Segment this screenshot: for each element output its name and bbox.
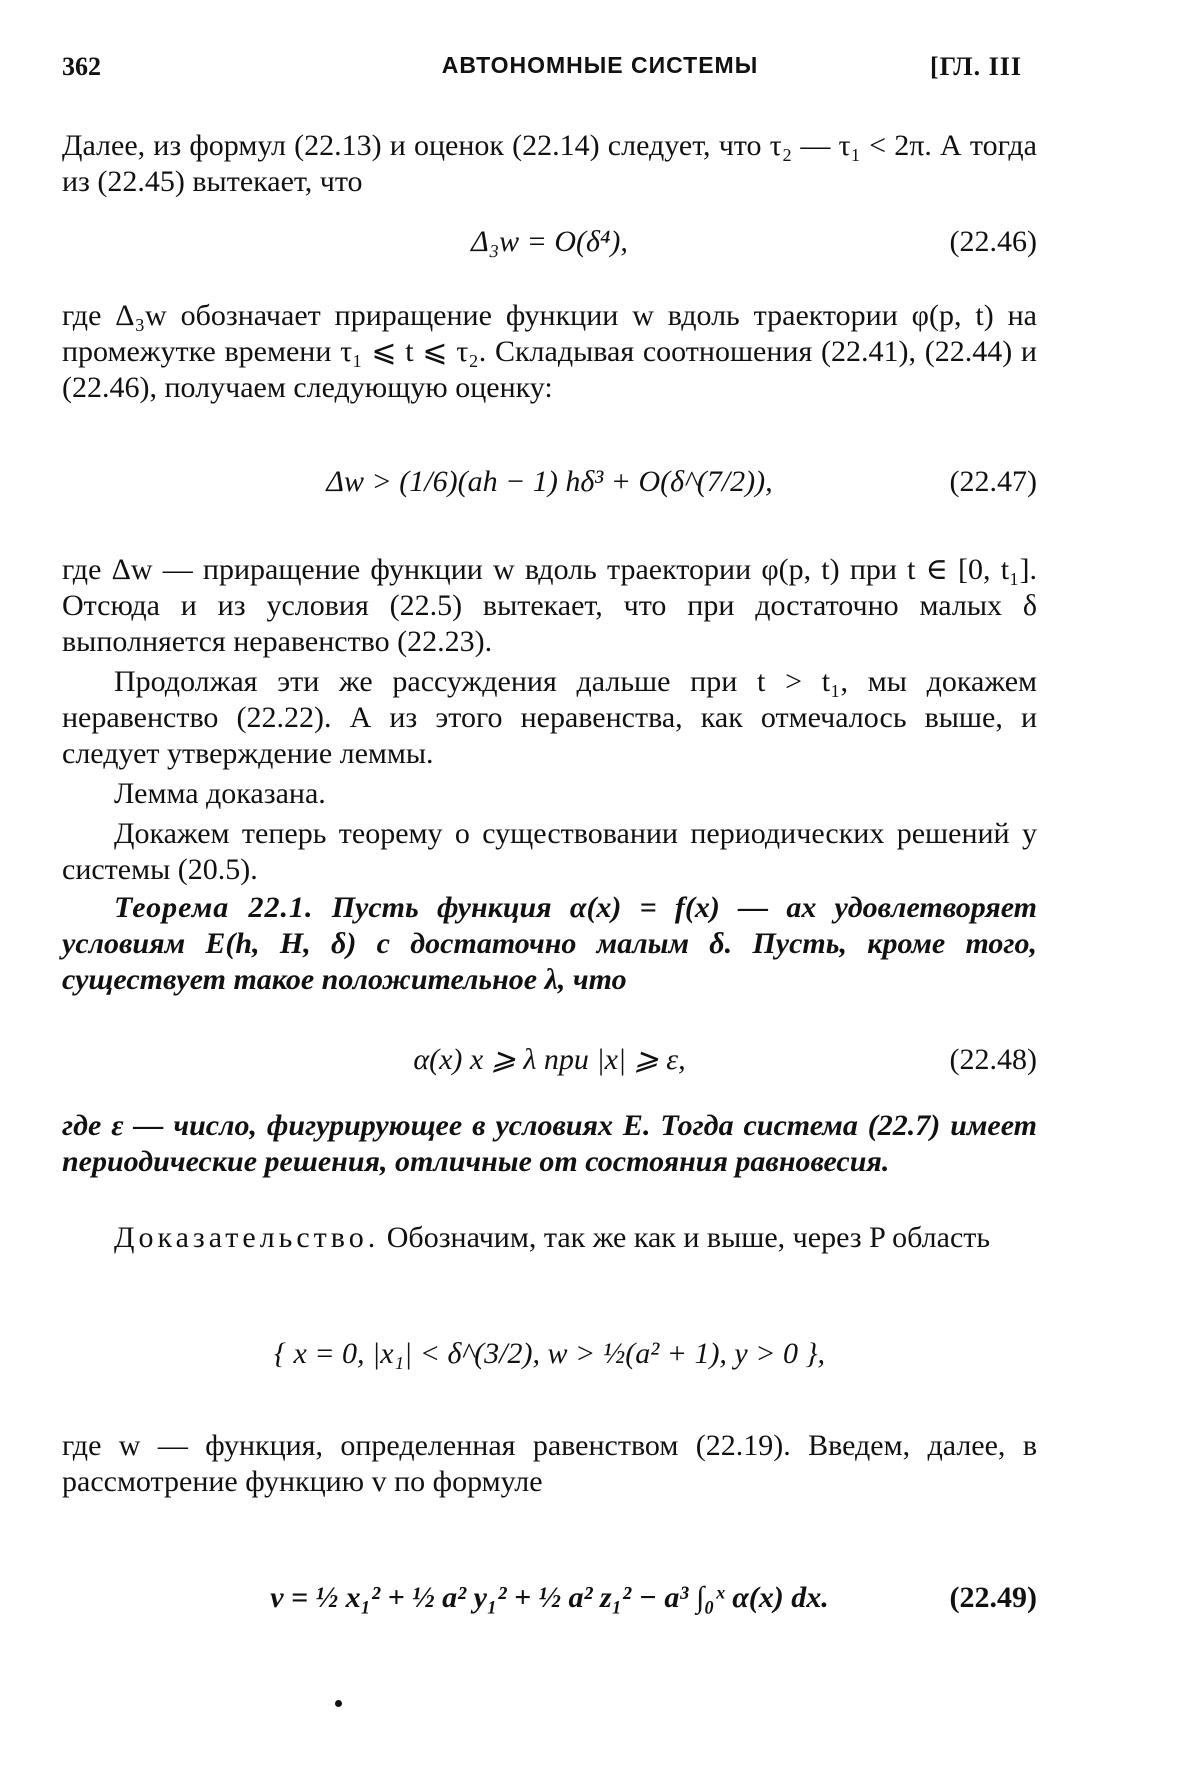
paragraph-1: Далее, из формул (22.13) и оценок (22.14) следует, что τ₂ — τ₁ < 2π. А тогда из (22.45) вытекает, что xyxy=(62,129,1037,198)
theorem-22-1 xyxy=(62,890,1037,998)
print-mark xyxy=(335,1700,342,1707)
running-title: АВТОНОМНЫЕ СИСТЕМЫ xyxy=(441,52,759,78)
proof-label: Доказательство. xyxy=(114,1221,380,1254)
equation-formula: v = ½ x₁² + ½ a² y₁² + ½ a² z₁² − a³ ∫₀ˣ α(x) dx. xyxy=(270,1581,829,1614)
paragraph-after-set: где w — функция, определенная равенством (22.19). Введем, далее, в рассмотрение функцию v по формуле xyxy=(62,1429,1037,1498)
equation-number: (22.46) xyxy=(949,225,1037,258)
equation-formula: α(x) x ⩾ λ при |x| ⩾ ε, xyxy=(413,1043,686,1076)
paragraph-3: где Δw — приращение функции w вдоль траектории φ(p, t) при t ∈ [0, t₁]. Отсюда и из условия (22.5) вытекает, что при достаточно малых δ выполняется неравенство (22.23). xyxy=(62,553,1037,658)
proof-text: Обозначим, так же как и выше, через P область xyxy=(386,1221,991,1254)
paragraph-4: Продолжая эти же рассуждения дальше при t > t₁, мы докажем неравенство (22.22). А из этого неравенства, как отмечалось выше, и следует утверждение леммы. xyxy=(62,665,1037,770)
theorem-label: Теорема 22.1. xyxy=(114,891,314,924)
equation-formula: { x = 0, |x₁| < δ^(3/2), w > ½(a² + 1), y > 0 }, xyxy=(274,1337,825,1370)
proof-paragraph xyxy=(62,1220,1037,1256)
paragraph-5: Лемма доказана. xyxy=(114,777,326,810)
theorem-continuation: где ε — число, фигурирующее в условиях E. Тогда система (22.7) имеет периодические решения, отличные от состояния равновесия. xyxy=(62,1109,1037,1178)
equation-number: (22.49) xyxy=(949,1581,1037,1614)
chapter-marker: [ГЛ. III xyxy=(930,52,1023,81)
theorem-statement: Пусть функция α(x) = f(x) — ax удовлетворяет условиям E(h, H, δ) с достаточно малым δ. Пусть, кроме того, существует такое положительное λ, что xyxy=(62,891,1038,996)
equation-number: (22.48) xyxy=(949,1043,1037,1076)
paragraph-6: Докажем теперь теорему о существовании периодических решений у системы (20.5). xyxy=(62,817,1037,886)
equation-formula: Δw > (1/6)(ah − 1) hδ³ + O(δ^(7/2)), xyxy=(326,465,773,498)
equation-number: (22.47) xyxy=(949,465,1037,498)
page-number: 362 xyxy=(62,52,101,81)
equation-formula: Δ₃w = O(δ⁴), xyxy=(471,225,628,258)
paragraph-2: где Δ₃w обозначает приращение функции w вдоль траектории φ(p, t) на промежутке времени τ₁ ⩽ t ⩽ τ₂. Складывая соотношения (22.41), (22.44) и (22.46), получаем следующую оценку: xyxy=(62,299,1037,404)
